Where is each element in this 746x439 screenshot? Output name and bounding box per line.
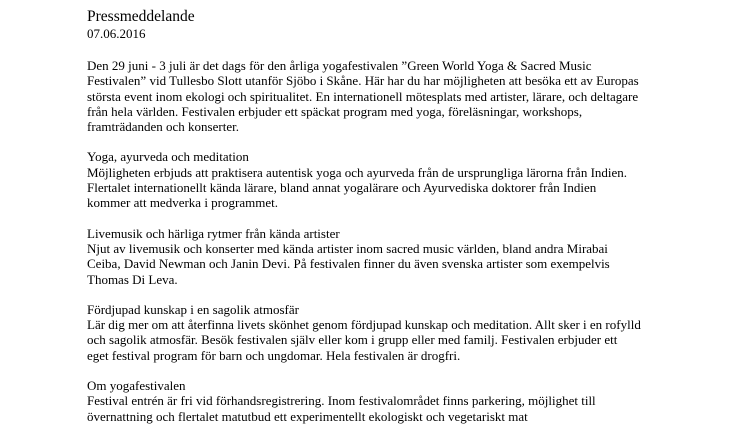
section-heading: Fördjupad kunskap i en sagolik atmosfär <box>87 301 299 317</box>
section-kunskap <box>87 302 737 363</box>
intro-line: Den 29 juni - 3 juli är det dags för den årliga yogafestivalen ”Green World Yoga & Sacred Music <box>87 58 592 73</box>
section-line: kommer att medverka i programmet. <box>87 195 278 211</box>
section-body <box>87 393 737 424</box>
intro-line: största event inom ekologi och spiritualitet. En internationell mötesplats med artister, lärare, och deltagare <box>87 88 639 104</box>
press-release-page <box>87 8 737 439</box>
section-line: och sagolik atmosfär. Besök festivalen själv eller kom i grupp eller med familj. Festivalen erbjuder ett <box>87 332 618 348</box>
section-line: Thomas Di Leva. <box>87 271 178 287</box>
section-heading: Om yogafestivalen <box>87 378 186 394</box>
section-body <box>87 165 737 211</box>
intro-line: Festivalen” vid Tullesbo Slott utanför Sjöbo i Skåne. Här har du har möjligheten att besöka ett av Europas <box>87 73 639 89</box>
section-line: Njut av livemusik och konserter med kända artister inom sacred music världen, bland andra Mirabai <box>87 240 608 256</box>
section-body <box>87 317 737 363</box>
section-line: övernattning och flertalet matutbud ett experimentellt ekologiskt och vegetariskt mat <box>87 408 528 424</box>
section-om-yogafestivalen <box>87 378 737 424</box>
section-yoga <box>87 149 737 210</box>
section-line: Ceiba, David Newman och Janin Devi. På festivalen finner du även svenska artister som exempelvis <box>87 256 610 272</box>
section-livemusik <box>87 226 737 287</box>
intro-paragraph <box>87 58 737 134</box>
section-body <box>87 241 737 287</box>
section-line: Festival entrén är fri vid förhandsregistrering. Inom festivalområdet finns parkering, möjlighet till <box>87 393 596 409</box>
intro-line: framträdanden och konserter. <box>87 119 239 135</box>
section-line: Möjligheten erbjuds att praktisera autentisk yoga och ayurveda från de ursprungliga lärorna från Indien. <box>87 164 628 180</box>
section-heading: Yoga, ayurveda och meditation <box>87 149 249 165</box>
document-title: Pressmeddelande <box>87 8 195 25</box>
section-heading: Livemusik och härliga rytmer från kända artister <box>87 225 340 241</box>
section-line: eget festival program för barn och ungdomar. Hela festivalen är drogfri. <box>87 347 461 363</box>
intro-line: från hela världen. Festivalen erbjuder ett späckat program med yoga, föreläsningar, workshops, <box>87 103 583 119</box>
document-date: 07.06.2016 <box>87 26 146 41</box>
section-line: Flertalet internationellt kända lärare, bland annat yogalärare och Ayurvediska doktorer från Indien <box>87 180 597 196</box>
section-line: Lär dig mer om att återfinna livets skönhet genom fördjupad kunskap och meditation. Allt sker i en rofylld <box>87 317 641 333</box>
